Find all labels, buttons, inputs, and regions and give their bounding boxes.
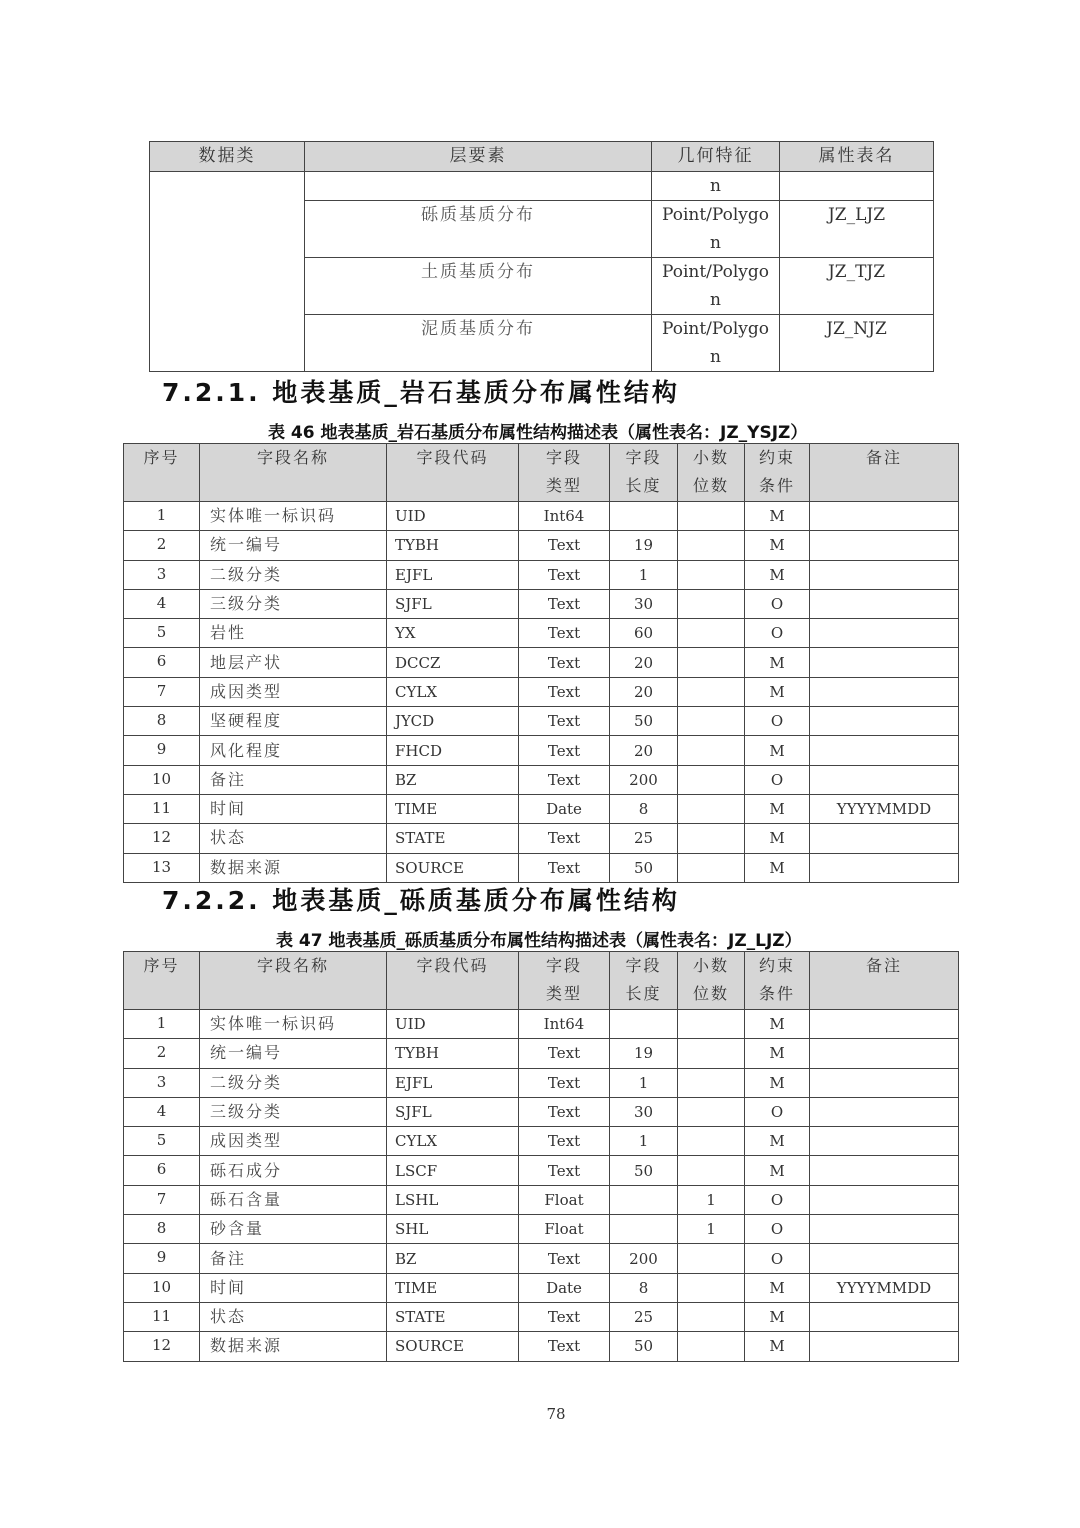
remark-cell bbox=[810, 853, 959, 882]
field-code-cell: TIME bbox=[387, 794, 519, 823]
field-code-cell: DCCZ bbox=[387, 648, 519, 677]
field-name-cell: 统一编号 bbox=[200, 531, 387, 560]
remark-cell bbox=[810, 824, 959, 853]
field-name-cell: 三级分类 bbox=[200, 1097, 387, 1126]
field-code-cell: SJFL bbox=[387, 1097, 519, 1126]
table-caption-46: 表 46 地表基质_岩石基质分布属性结构描述表（属性表名：JZ_YSJZ） bbox=[268, 423, 808, 443]
header-decimals bbox=[678, 952, 745, 1010]
field-length-cell: 50 bbox=[610, 1156, 678, 1185]
decimals-cell bbox=[678, 765, 745, 794]
header-geometry: 几何特征 bbox=[652, 142, 780, 172]
field-code-cell: FHCD bbox=[387, 736, 519, 765]
table-row bbox=[124, 619, 959, 648]
field-type-cell: Text bbox=[519, 1302, 610, 1331]
geometry-text: Point/Polygon bbox=[661, 262, 770, 310]
seq-cell: 12 bbox=[124, 824, 200, 853]
field-length-cell bbox=[610, 1185, 678, 1214]
geometry-cell: n bbox=[652, 172, 780, 201]
table-row bbox=[124, 1068, 959, 1097]
header-seq: 序号 bbox=[124, 952, 200, 1010]
header-field-length bbox=[610, 444, 678, 502]
constraint-cell: O bbox=[745, 589, 810, 618]
constraint-cell: O bbox=[745, 1215, 810, 1244]
remark-cell bbox=[810, 1039, 959, 1068]
constraint-cell: M bbox=[745, 1039, 810, 1068]
field-length-cell: 50 bbox=[610, 1332, 678, 1361]
field-table-ysjz bbox=[123, 443, 959, 883]
field-length-cell: 25 bbox=[610, 1302, 678, 1331]
header-field-code: 字段代码 bbox=[387, 444, 519, 502]
remark-cell bbox=[810, 1068, 959, 1097]
field-name-cell: 实体唯一标识码 bbox=[200, 502, 387, 531]
header-text: 约束条件 bbox=[758, 956, 795, 1003]
field-name-cell: 砾石成分 bbox=[200, 1156, 387, 1185]
seq-cell: 12 bbox=[124, 1332, 200, 1361]
layer-table bbox=[149, 141, 934, 372]
field-type-cell: Text bbox=[519, 677, 610, 706]
decimals-cell bbox=[678, 531, 745, 560]
field-name-cell: 实体唯一标识码 bbox=[200, 1010, 387, 1039]
decimals-cell bbox=[678, 794, 745, 823]
constraint-cell: M bbox=[745, 677, 810, 706]
field-code-cell: BZ bbox=[387, 765, 519, 794]
field-table-ljz bbox=[123, 951, 959, 1362]
header-text: 字段长度 bbox=[625, 448, 662, 495]
table-row bbox=[124, 1039, 959, 1068]
field-name-cell: 备注 bbox=[200, 765, 387, 794]
table-row bbox=[124, 1010, 959, 1039]
field-length-cell: 200 bbox=[610, 765, 678, 794]
section-heading-7-2-2: 7.2.2. 地表基质_砾质基质分布属性结构 bbox=[162, 886, 680, 915]
decimals-cell bbox=[678, 1244, 745, 1273]
header-field-name: 字段名称 bbox=[200, 952, 387, 1010]
geometry-cell bbox=[652, 201, 780, 258]
data-class-cell bbox=[150, 172, 305, 372]
constraint-cell: M bbox=[745, 736, 810, 765]
field-code-cell: TYBH bbox=[387, 531, 519, 560]
header-text: 小数位数 bbox=[692, 956, 729, 1003]
table-row bbox=[124, 677, 959, 706]
decimals-cell bbox=[678, 1039, 745, 1068]
table-row bbox=[124, 1273, 959, 1302]
header-attr-table: 属性表名 bbox=[780, 142, 934, 172]
seq-cell: 1 bbox=[124, 502, 200, 531]
table-row bbox=[124, 1185, 959, 1214]
decimals-cell bbox=[678, 1332, 745, 1361]
decimals-cell bbox=[678, 1273, 745, 1302]
decimals-cell bbox=[678, 853, 745, 882]
seq-cell: 8 bbox=[124, 707, 200, 736]
decimals-cell bbox=[678, 619, 745, 648]
field-length-cell: 20 bbox=[610, 677, 678, 706]
field-type-cell: Text bbox=[519, 765, 610, 794]
field-code-cell: CYLX bbox=[387, 1127, 519, 1156]
field-code-cell: SJFL bbox=[387, 589, 519, 618]
constraint-cell: M bbox=[745, 1302, 810, 1331]
seq-cell: 9 bbox=[124, 1244, 200, 1273]
field-length-cell bbox=[610, 1215, 678, 1244]
constraint-cell: M bbox=[745, 1156, 810, 1185]
field-type-cell: Text bbox=[519, 1156, 610, 1185]
field-type-cell: Text bbox=[519, 1039, 610, 1068]
field-name-cell: 岩性 bbox=[200, 619, 387, 648]
remark-cell bbox=[810, 1215, 959, 1244]
field-type-cell: Text bbox=[519, 1068, 610, 1097]
remark-cell bbox=[810, 589, 959, 618]
field-code-cell: EJFL bbox=[387, 1068, 519, 1097]
seq-cell: 2 bbox=[124, 1039, 200, 1068]
field-type-cell: Text bbox=[519, 736, 610, 765]
table-row bbox=[124, 560, 959, 589]
constraint-cell: M bbox=[745, 1068, 810, 1097]
field-type-cell: Text bbox=[519, 531, 610, 560]
table-row bbox=[124, 824, 959, 853]
field-name-cell: 砾石含量 bbox=[200, 1185, 387, 1214]
field-code-cell: EJFL bbox=[387, 560, 519, 589]
header-remark: 备注 bbox=[810, 952, 959, 1010]
field-code-cell: LSHL bbox=[387, 1185, 519, 1214]
field-table-header bbox=[124, 952, 959, 1010]
field-name-cell: 状态 bbox=[200, 824, 387, 853]
field-length-cell: 200 bbox=[610, 1244, 678, 1273]
remark-cell bbox=[810, 1302, 959, 1331]
decimals-cell bbox=[678, 677, 745, 706]
field-code-cell: STATE bbox=[387, 824, 519, 853]
header-field-type bbox=[519, 952, 610, 1010]
remark-cell bbox=[810, 1156, 959, 1185]
table-row bbox=[124, 1215, 959, 1244]
field-code-cell: BZ bbox=[387, 1244, 519, 1273]
constraint-cell: M bbox=[745, 502, 810, 531]
decimals-cell bbox=[678, 1010, 745, 1039]
field-length-cell: 1 bbox=[610, 560, 678, 589]
decimals-cell bbox=[678, 1097, 745, 1126]
field-code-cell: STATE bbox=[387, 1302, 519, 1331]
field-length-cell: 30 bbox=[610, 1097, 678, 1126]
field-type-cell: Text bbox=[519, 619, 610, 648]
field-type-cell: Date bbox=[519, 1273, 610, 1302]
seq-cell: 9 bbox=[124, 736, 200, 765]
geometry-cell bbox=[652, 315, 780, 372]
field-code-cell: LSCF bbox=[387, 1156, 519, 1185]
layer-cell: 砾质基质分布 bbox=[305, 201, 652, 258]
constraint-cell: M bbox=[745, 1127, 810, 1156]
seq-cell: 4 bbox=[124, 1097, 200, 1126]
remark-cell bbox=[810, 648, 959, 677]
constraint-cell: O bbox=[745, 765, 810, 794]
constraint-cell: O bbox=[745, 1097, 810, 1126]
table-row bbox=[124, 1127, 959, 1156]
field-length-cell: 20 bbox=[610, 648, 678, 677]
field-name-cell: 时间 bbox=[200, 1273, 387, 1302]
header-text: 字段类型 bbox=[545, 448, 582, 495]
field-length-cell: 8 bbox=[610, 794, 678, 823]
constraint-cell: O bbox=[745, 1185, 810, 1214]
layer-cell bbox=[305, 172, 652, 201]
decimals-cell bbox=[678, 824, 745, 853]
seq-cell: 10 bbox=[124, 765, 200, 794]
seq-cell: 7 bbox=[124, 1185, 200, 1214]
header-constraint bbox=[745, 444, 810, 502]
seq-cell: 6 bbox=[124, 1156, 200, 1185]
field-type-cell: Date bbox=[519, 794, 610, 823]
field-name-cell: 成因类型 bbox=[200, 1127, 387, 1156]
constraint-cell: O bbox=[745, 707, 810, 736]
field-length-cell: 50 bbox=[610, 707, 678, 736]
field-name-cell: 统一编号 bbox=[200, 1039, 387, 1068]
remark-cell bbox=[810, 619, 959, 648]
decimals-cell bbox=[678, 648, 745, 677]
header-seq: 序号 bbox=[124, 444, 200, 502]
field-type-cell: Text bbox=[519, 1244, 610, 1273]
field-length-cell: 30 bbox=[610, 589, 678, 618]
header-decimals bbox=[678, 444, 745, 502]
table-row bbox=[124, 794, 959, 823]
field-code-cell: JYCD bbox=[387, 707, 519, 736]
remark-cell bbox=[810, 560, 959, 589]
field-code-cell: CYLX bbox=[387, 677, 519, 706]
remark-cell bbox=[810, 677, 959, 706]
seq-cell: 13 bbox=[124, 853, 200, 882]
section-heading-7-2-1: 7.2.1. 地表基质_岩石基质分布属性结构 bbox=[162, 378, 680, 407]
attr-table-cell: JZ_TJZ bbox=[780, 258, 934, 315]
table-row bbox=[124, 765, 959, 794]
field-length-cell: 1 bbox=[610, 1127, 678, 1156]
header-text: 小数位数 bbox=[692, 448, 729, 495]
seq-cell: 11 bbox=[124, 1302, 200, 1331]
decimals-cell bbox=[678, 1068, 745, 1097]
header-text: 字段长度 bbox=[625, 956, 662, 1003]
field-type-cell: Text bbox=[519, 853, 610, 882]
attr-table-cell bbox=[780, 172, 934, 201]
table-row bbox=[124, 589, 959, 618]
header-field-length bbox=[610, 952, 678, 1010]
constraint-cell: O bbox=[745, 619, 810, 648]
field-type-cell: Text bbox=[519, 824, 610, 853]
attr-table-cell: JZ_NJZ bbox=[780, 315, 934, 372]
header-field-name: 字段名称 bbox=[200, 444, 387, 502]
field-name-cell: 数据来源 bbox=[200, 1332, 387, 1361]
field-length-cell: 20 bbox=[610, 736, 678, 765]
field-code-cell: UID bbox=[387, 1010, 519, 1039]
field-length-cell: 8 bbox=[610, 1273, 678, 1302]
decimals-cell bbox=[678, 560, 745, 589]
remark-cell bbox=[810, 1127, 959, 1156]
table-row bbox=[150, 172, 934, 201]
decimals-cell bbox=[678, 736, 745, 765]
constraint-cell: M bbox=[745, 531, 810, 560]
decimals-cell bbox=[678, 707, 745, 736]
table-row bbox=[124, 707, 959, 736]
field-length-cell: 1 bbox=[610, 1068, 678, 1097]
remark-cell bbox=[810, 1244, 959, 1273]
geometry-text: Point/Polygon bbox=[661, 205, 770, 253]
field-name-cell: 地层产状 bbox=[200, 648, 387, 677]
field-name-cell: 坚硬程度 bbox=[200, 707, 387, 736]
field-type-cell: Text bbox=[519, 1127, 610, 1156]
field-name-cell: 成因类型 bbox=[200, 677, 387, 706]
field-type-cell: Float bbox=[519, 1185, 610, 1214]
decimals-cell bbox=[678, 502, 745, 531]
field-type-cell: Int64 bbox=[519, 1010, 610, 1039]
decimals-cell bbox=[678, 1127, 745, 1156]
layer-table-header bbox=[150, 142, 934, 172]
constraint-cell: M bbox=[745, 853, 810, 882]
seq-cell: 5 bbox=[124, 619, 200, 648]
field-length-cell: 50 bbox=[610, 853, 678, 882]
constraint-cell: M bbox=[745, 648, 810, 677]
field-length-cell bbox=[610, 502, 678, 531]
header-remark: 备注 bbox=[810, 444, 959, 502]
geometry-cell bbox=[652, 258, 780, 315]
remark-cell bbox=[810, 1185, 959, 1214]
constraint-cell: M bbox=[745, 1010, 810, 1039]
table-row bbox=[124, 1332, 959, 1361]
field-code-cell: SOURCE bbox=[387, 1332, 519, 1361]
remark-cell bbox=[810, 531, 959, 560]
seq-cell: 8 bbox=[124, 1215, 200, 1244]
seq-cell: 6 bbox=[124, 648, 200, 677]
field-type-cell: Text bbox=[519, 1097, 610, 1126]
table-row bbox=[124, 1244, 959, 1273]
page-number: 78 bbox=[546, 1405, 566, 1423]
field-name-cell: 时间 bbox=[200, 794, 387, 823]
attr-table-cell: JZ_LJZ bbox=[780, 201, 934, 258]
field-type-cell: Text bbox=[519, 560, 610, 589]
field-name-cell: 二级分类 bbox=[200, 560, 387, 589]
header-layer-element: 层要素 bbox=[305, 142, 652, 172]
field-length-cell: 60 bbox=[610, 619, 678, 648]
constraint-cell: M bbox=[745, 1332, 810, 1361]
field-type-cell: Int64 bbox=[519, 502, 610, 531]
field-name-cell: 二级分类 bbox=[200, 1068, 387, 1097]
remark-cell bbox=[810, 765, 959, 794]
field-code-cell: SOURCE bbox=[387, 853, 519, 882]
field-name-cell: 三级分类 bbox=[200, 589, 387, 618]
decimals-cell bbox=[678, 589, 745, 618]
decimals-cell: 1 bbox=[678, 1185, 745, 1214]
constraint-cell: M bbox=[745, 824, 810, 853]
remark-cell bbox=[810, 707, 959, 736]
decimals-cell bbox=[678, 1156, 745, 1185]
seq-cell: 10 bbox=[124, 1273, 200, 1302]
field-code-cell: UID bbox=[387, 502, 519, 531]
field-name-cell: 状态 bbox=[200, 1302, 387, 1331]
constraint-cell: M bbox=[745, 794, 810, 823]
header-data-class: 数据类 bbox=[150, 142, 305, 172]
field-type-cell: Text bbox=[519, 1332, 610, 1361]
table-row bbox=[124, 1302, 959, 1331]
table-row bbox=[124, 531, 959, 560]
field-name-cell: 备注 bbox=[200, 1244, 387, 1273]
field-code-cell: TYBH bbox=[387, 1039, 519, 1068]
seq-cell: 7 bbox=[124, 677, 200, 706]
field-type-cell: Text bbox=[519, 589, 610, 618]
field-name-cell: 砂含量 bbox=[200, 1215, 387, 1244]
constraint-cell: M bbox=[745, 1273, 810, 1302]
header-text: 字段类型 bbox=[545, 956, 582, 1003]
table-row bbox=[124, 736, 959, 765]
header-field-code: 字段代码 bbox=[387, 952, 519, 1010]
field-type-cell: Float bbox=[519, 1215, 610, 1244]
constraint-cell: M bbox=[745, 560, 810, 589]
header-field-type bbox=[519, 444, 610, 502]
field-code-cell: SHL bbox=[387, 1215, 519, 1244]
field-type-cell: Text bbox=[519, 648, 610, 677]
table-row bbox=[124, 853, 959, 882]
seq-cell: 3 bbox=[124, 560, 200, 589]
seq-cell: 3 bbox=[124, 1068, 200, 1097]
seq-cell: 4 bbox=[124, 589, 200, 618]
field-length-cell bbox=[610, 1010, 678, 1039]
remark-cell: YYYYMMDD bbox=[810, 794, 959, 823]
remark-cell bbox=[810, 502, 959, 531]
remark-cell bbox=[810, 736, 959, 765]
field-length-cell: 19 bbox=[610, 531, 678, 560]
remark-cell bbox=[810, 1097, 959, 1126]
table-row bbox=[124, 1156, 959, 1185]
layer-cell: 泥质基质分布 bbox=[305, 315, 652, 372]
field-table-header bbox=[124, 444, 959, 502]
decimals-cell: 1 bbox=[678, 1215, 745, 1244]
table-caption-47: 表 47 地表基质_砾质基质分布属性结构描述表（属性表名：JZ_LJZ） bbox=[276, 931, 802, 951]
seq-cell: 5 bbox=[124, 1127, 200, 1156]
remark-cell bbox=[810, 1332, 959, 1361]
header-constraint bbox=[745, 952, 810, 1010]
field-type-cell: Text bbox=[519, 707, 610, 736]
table-row bbox=[124, 648, 959, 677]
remark-cell: YYYYMMDD bbox=[810, 1273, 959, 1302]
table-row bbox=[124, 1097, 959, 1126]
seq-cell: 2 bbox=[124, 531, 200, 560]
seq-cell: 11 bbox=[124, 794, 200, 823]
field-code-cell: YX bbox=[387, 619, 519, 648]
geometry-text: Point/Polygon bbox=[661, 319, 770, 367]
constraint-cell: O bbox=[745, 1244, 810, 1273]
field-code-cell: TIME bbox=[387, 1273, 519, 1302]
decimals-cell bbox=[678, 1302, 745, 1331]
layer-cell: 土质基质分布 bbox=[305, 258, 652, 315]
header-text: 约束条件 bbox=[758, 448, 795, 495]
table-row bbox=[124, 502, 959, 531]
seq-cell: 1 bbox=[124, 1010, 200, 1039]
field-length-cell: 25 bbox=[610, 824, 678, 853]
remark-cell bbox=[810, 1010, 959, 1039]
field-length-cell: 19 bbox=[610, 1039, 678, 1068]
field-name-cell: 风化程度 bbox=[200, 736, 387, 765]
field-name-cell: 数据来源 bbox=[200, 853, 387, 882]
